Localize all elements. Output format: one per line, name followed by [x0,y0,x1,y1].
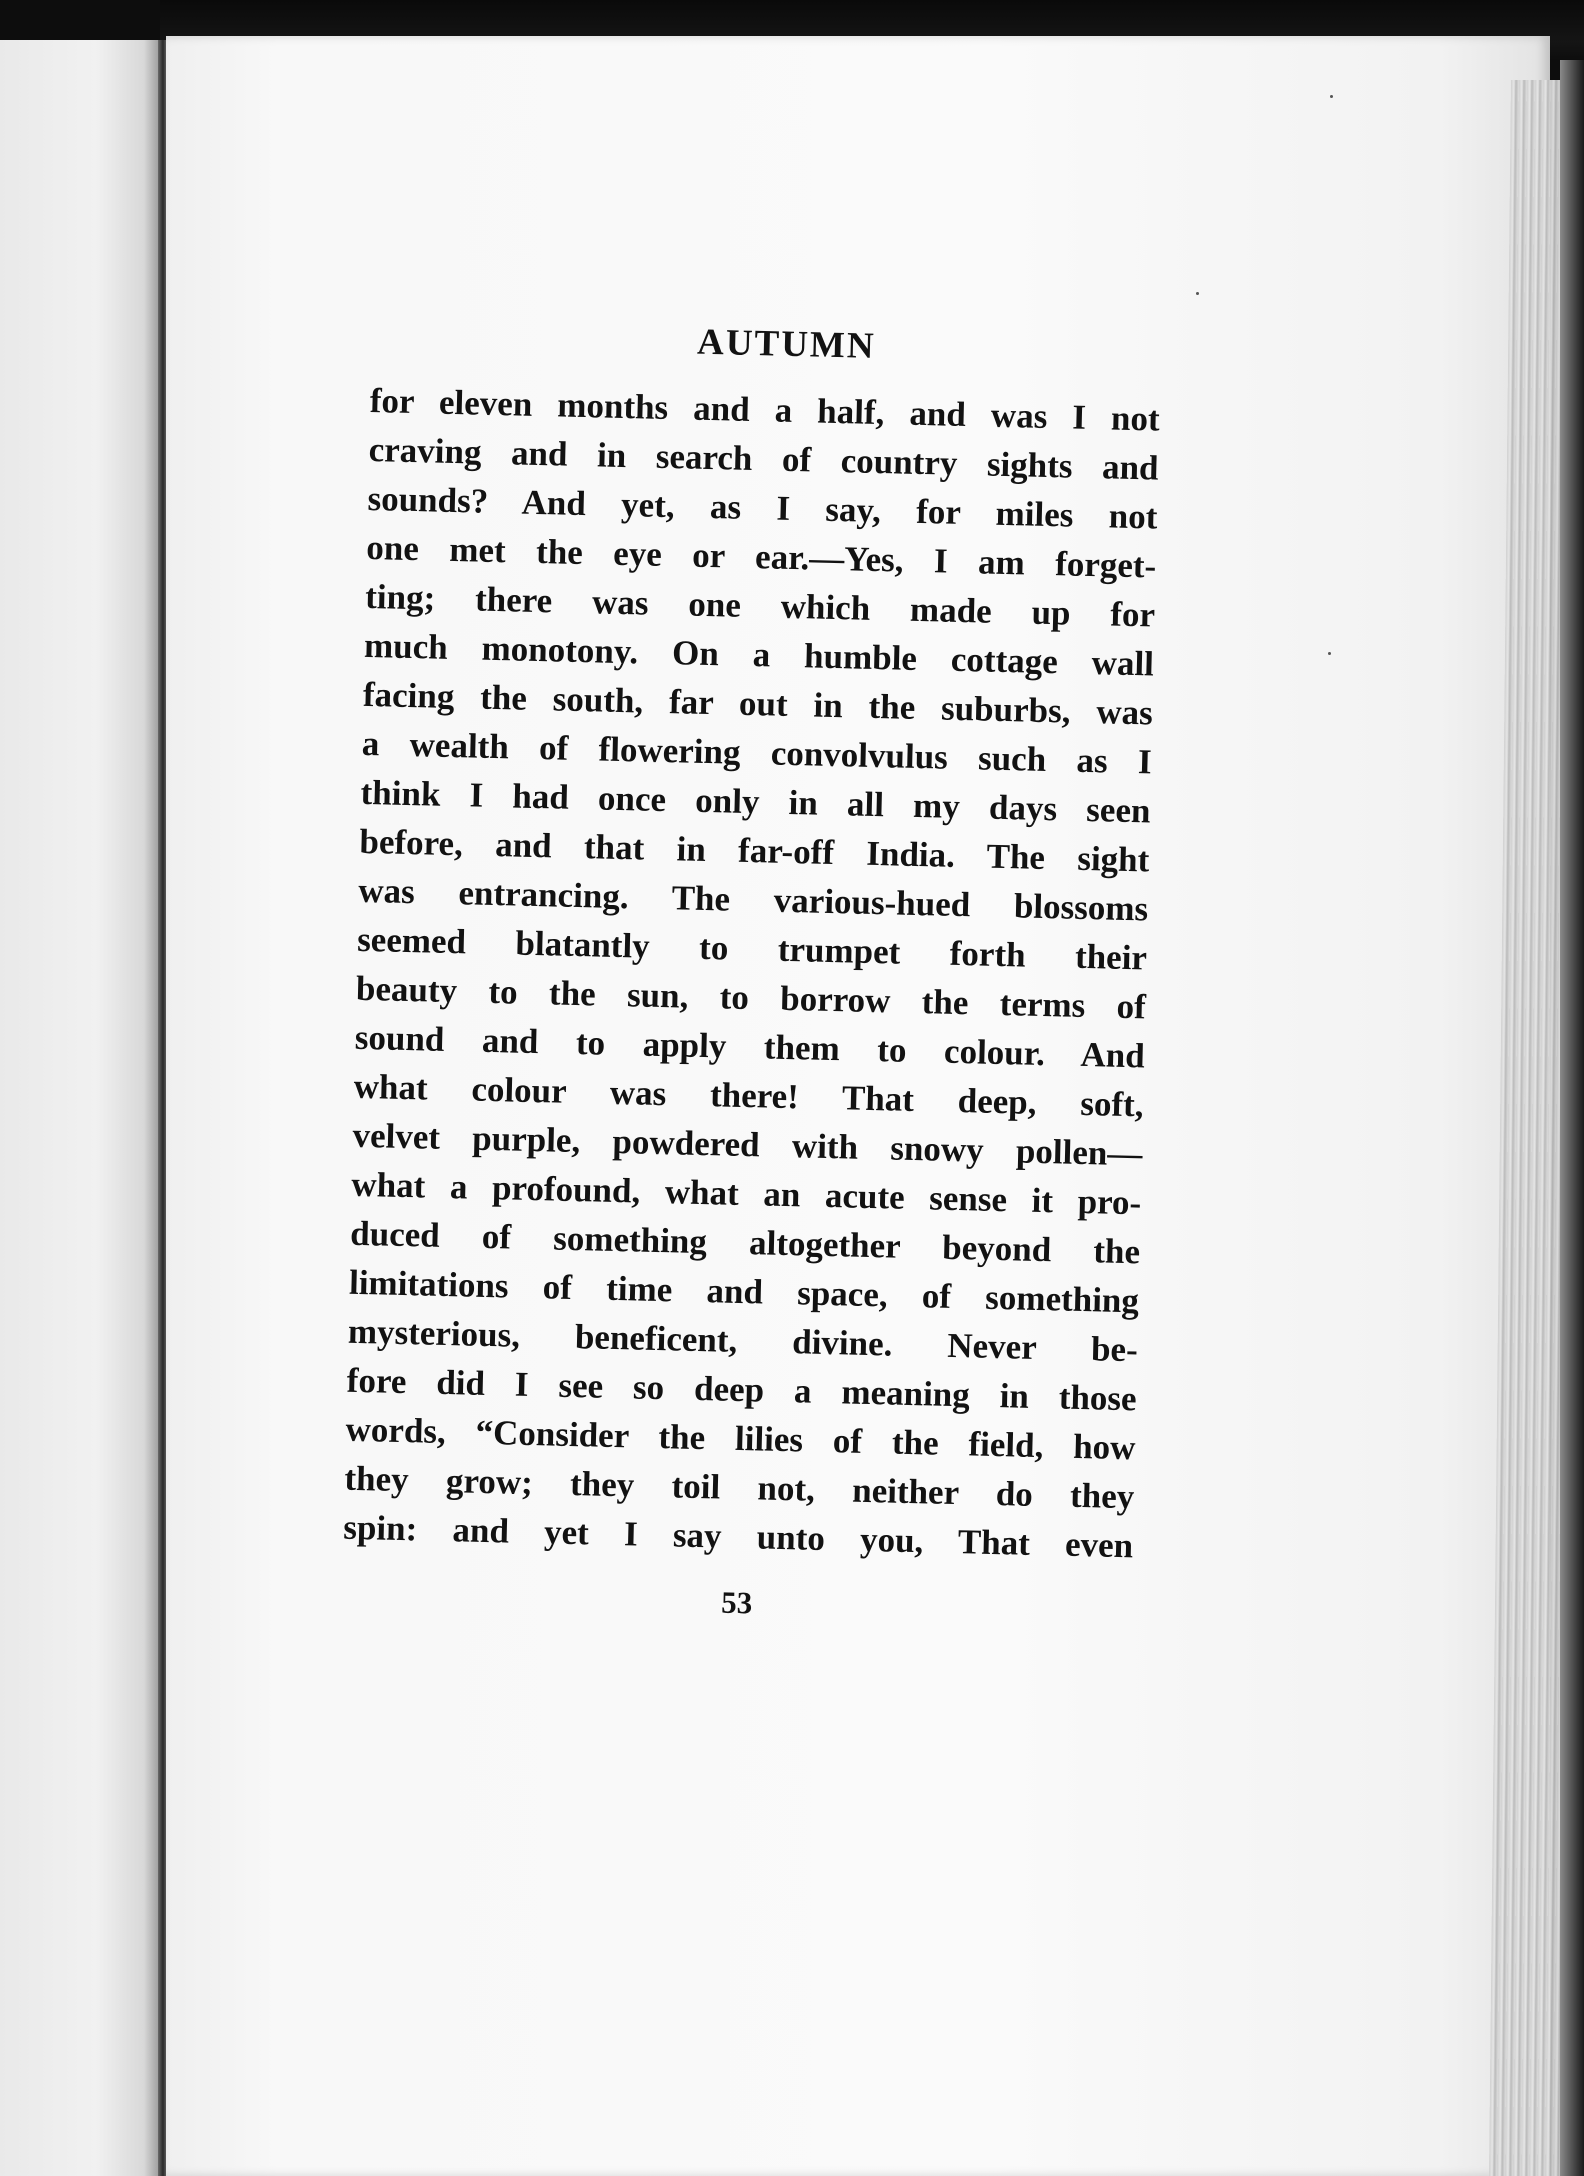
text-line: sound and to apply them to colour. And [354,1017,1146,1076]
paper-speck [1330,95,1333,98]
text-line: what a profound, what an acute sense it pro- [350,1164,1142,1223]
text-line: think I had once only in all my days seen [360,772,1151,831]
text-line: limitations of time and space, of something [348,1262,1140,1321]
text-line: facing the south, far out in the suburbs, was [362,674,1154,733]
text-line: before, and that in far-off India. The sight [359,821,1150,880]
text-line: duced of something altogether beyond the [349,1213,1141,1272]
page-edge-shadow [1560,60,1584,2176]
text-line: much monotony. On a humble cottage wall [363,625,1155,684]
text-line: velvet purple, powdered with snowy pollen— [352,1115,1143,1174]
text-line: for eleven months and a half, and was I not [369,380,1161,439]
paper-speck [1196,292,1199,295]
text-line: seemed blatantly to trumpet forth their [356,919,1148,978]
paper-speck [1328,652,1331,655]
text-line: what colour was there! That deep, soft, [353,1066,1144,1125]
page-number: 53 [720,1584,753,1621]
text-line: words, “Consider the lilies of the field, how [345,1409,1136,1468]
text-line: one met the eye or ear.—Yes, I am forget- [365,527,1157,586]
text-line: a wealth of flowering convolvulus such as I [361,723,1153,782]
text-line: beauty to the sun, to borrow the terms of [355,968,1147,1027]
text-line: spin: and yet I say unto you, That even [342,1507,1134,1566]
running-head: AUTUMN [696,321,877,367]
text-line: was entrancing. The various-hued blossoms [357,870,1149,929]
page-text-block [341,312,1161,1632]
text-line: craving and in search of country sights and [368,429,1160,488]
text-line: mysterious, beneficent, divine. Never be- [347,1311,1139,1370]
text-line: they grow; they toil not, neither do they [344,1458,1135,1517]
text-line: sounds? And yet, as I say, for miles not [367,478,1158,537]
left-facing-page [0,40,160,2176]
text-line: fore did I see so deep a meaning in those [346,1360,1138,1419]
text-line: ting; there was one which made up for [364,576,1156,635]
